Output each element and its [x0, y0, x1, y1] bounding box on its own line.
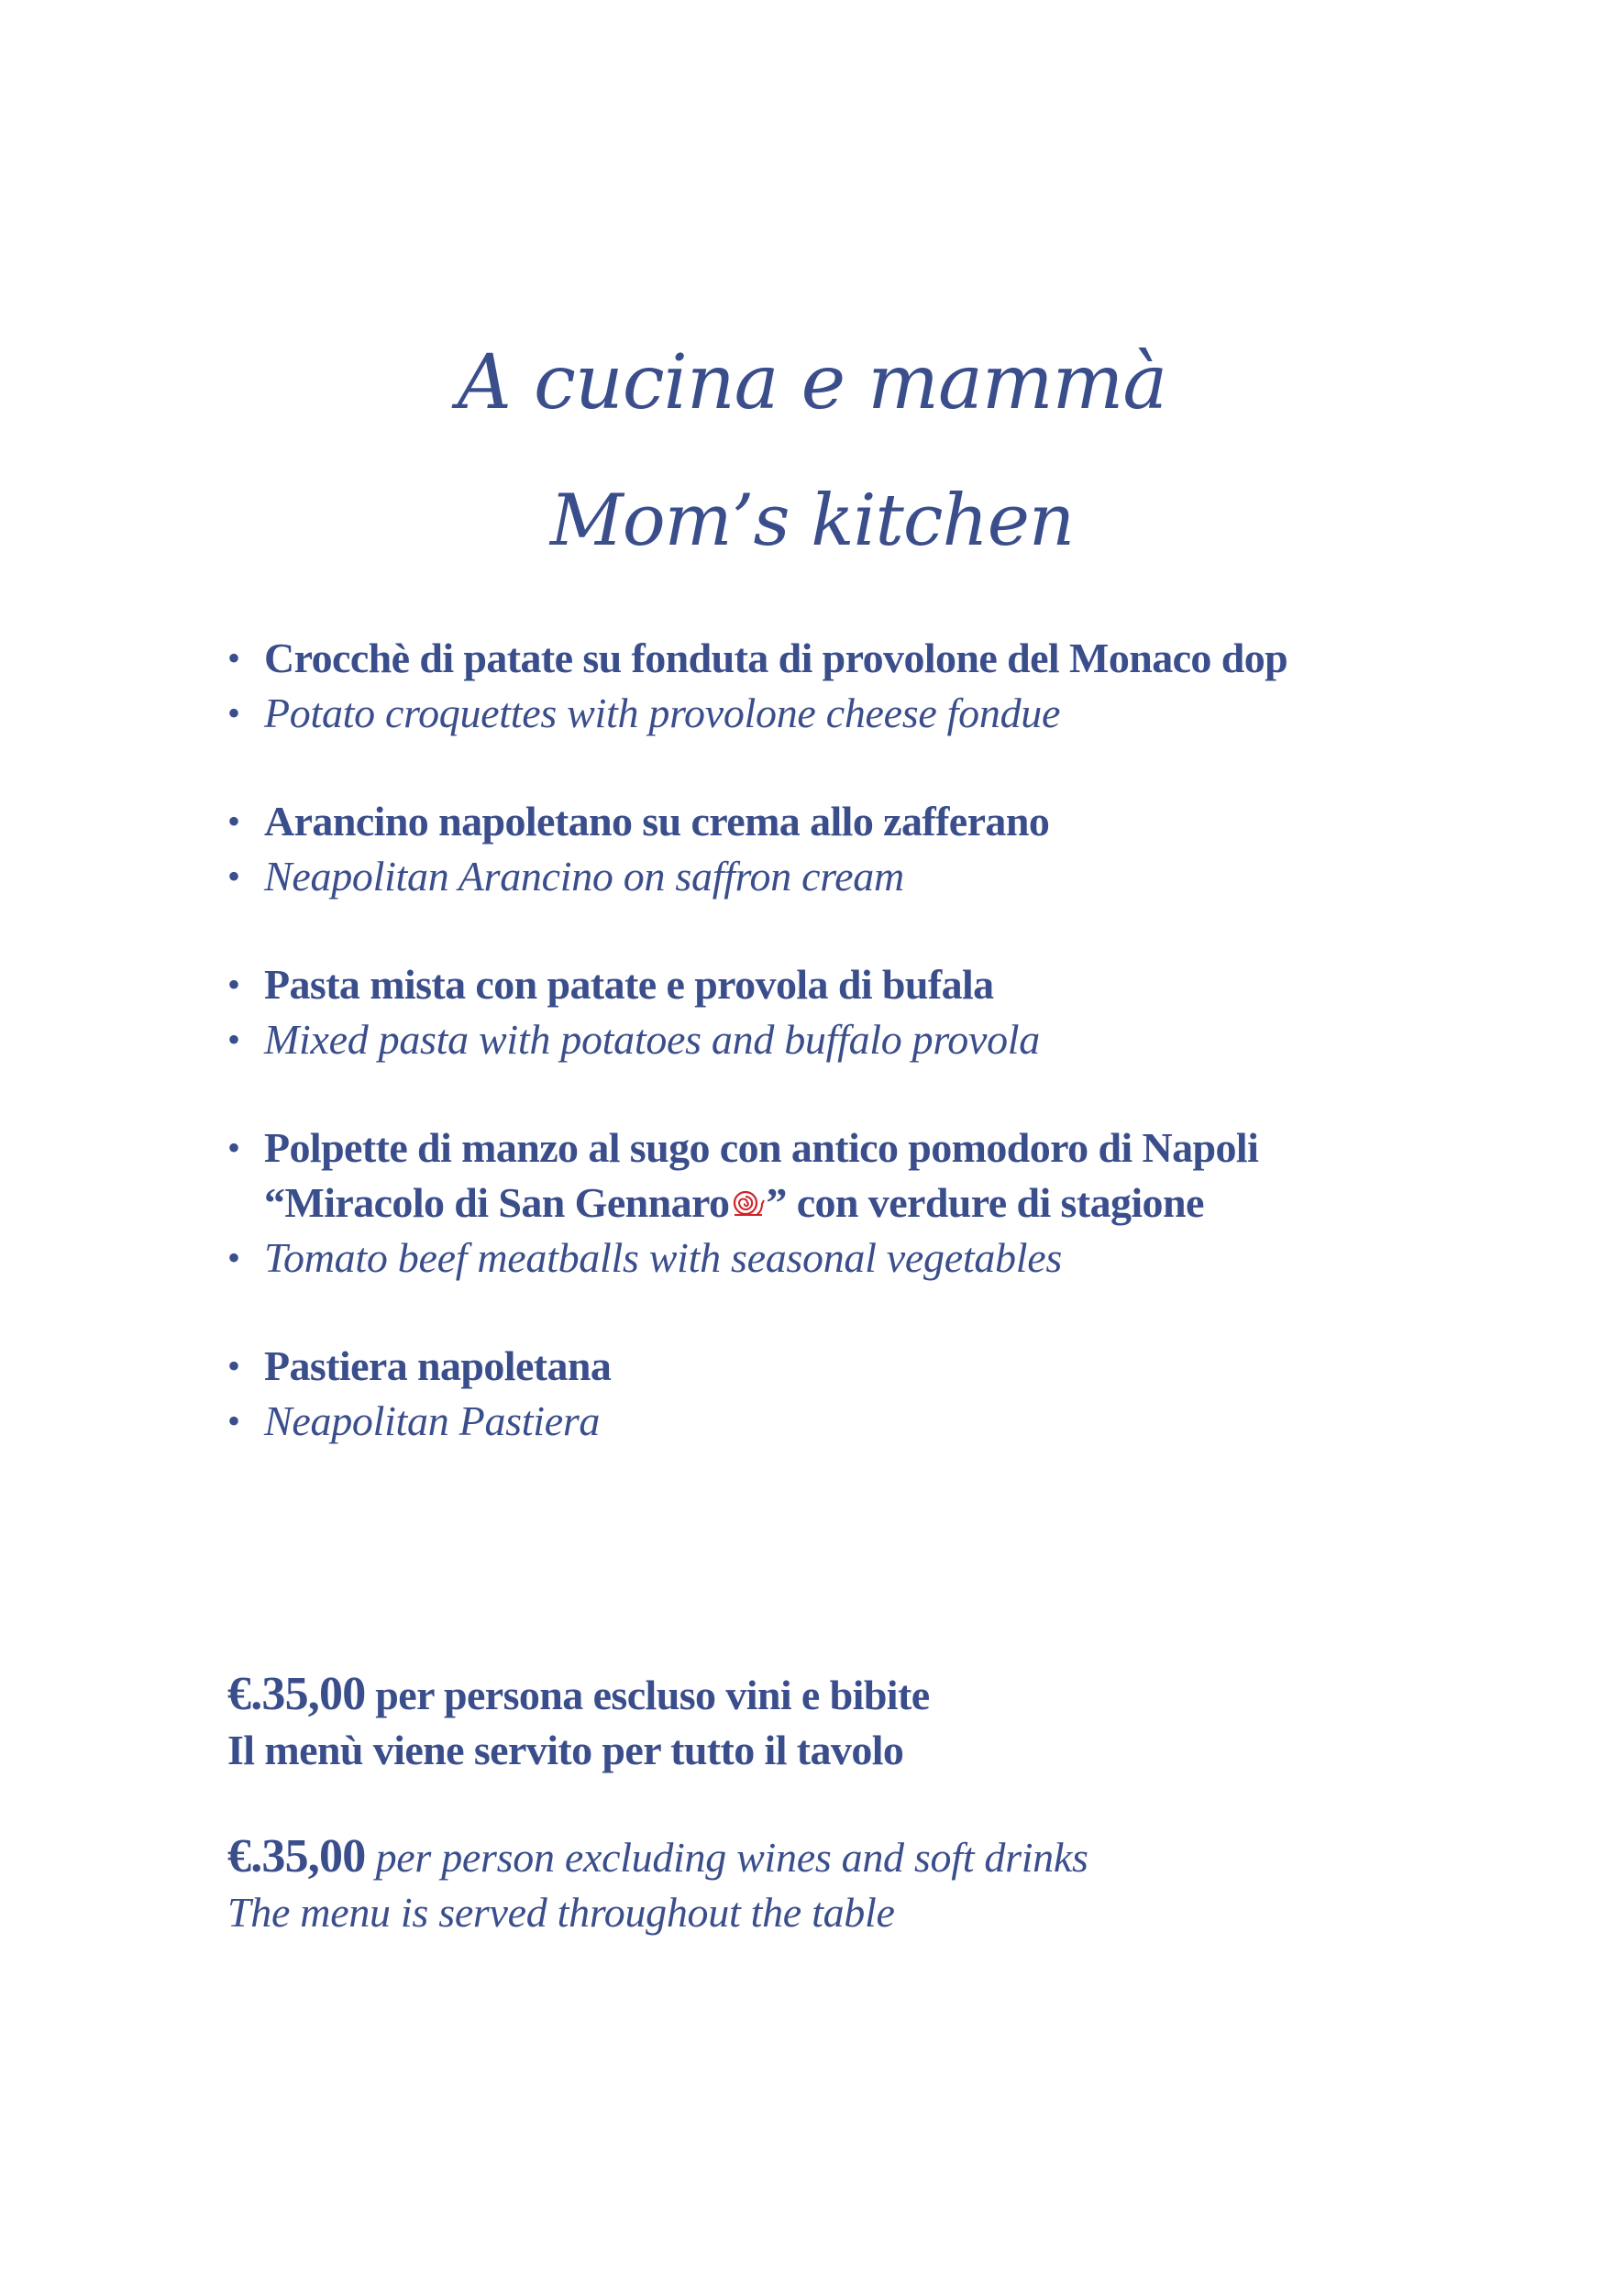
menu-title-english: Mom’s kitchen — [549, 480, 1075, 562]
bullet: • — [227, 1237, 240, 1278]
dish-item — [227, 1339, 1420, 1449]
bullet: • — [227, 800, 240, 842]
price-amount: €.35,00 — [227, 1830, 366, 1882]
bullet: • — [227, 856, 240, 897]
dish-name-english: • Tomato beef meatballs with seasonal vegetables — [227, 1231, 1420, 1286]
dish-item — [227, 1120, 1420, 1286]
dish-name-italian: • Pasta mista con patate e provola di bufala — [227, 957, 1420, 1012]
snail-icon — [729, 1187, 766, 1219]
menu-title-italian: A cucina e mammà — [457, 339, 1167, 426]
bullet: • — [227, 1019, 240, 1060]
dish-list — [227, 631, 1420, 1449]
serving-note-english: The menu is served throughout the table — [227, 1889, 895, 1936]
dish-item — [227, 794, 1420, 904]
dish-item — [227, 631, 1420, 741]
dish-name-english: • Neapolitan Pastiera — [227, 1394, 1420, 1449]
price-note: per persona escluso vini e bibite — [365, 1672, 930, 1718]
price-line-italian — [227, 1667, 1420, 1723]
dish-name-italian-continued: “Miracolo di San Gennaro ” con verdure di stagione — [264, 1179, 1204, 1226]
price-italian — [227, 1667, 1420, 1778]
dish-name-english: • Mixed pasta with potatoes and buffalo provola — [227, 1012, 1420, 1067]
price-line-english — [227, 1829, 1420, 1885]
bullet: • — [227, 964, 240, 1005]
dish-name-italian: • Pastiera napoletana — [227, 1339, 1420, 1394]
serving-note-italian: Il menù viene servito per tutto il tavolo — [227, 1727, 904, 1773]
bullet: • — [227, 1127, 240, 1168]
dish-item — [227, 957, 1420, 1067]
price-english — [227, 1829, 1420, 1940]
price-amount: €.35,00 — [227, 1668, 366, 1720]
price-note: per person excluding wines and soft drinks — [365, 1834, 1088, 1881]
bullet: • — [227, 1400, 240, 1441]
bullet: • — [227, 692, 240, 734]
dish-name-italian: • Polpette di manzo al sugo con antico pomodoro di Napoli — [227, 1120, 1420, 1176]
dish-name-italian: • Arancino napoletano su crema allo zafferano — [227, 794, 1420, 849]
bullet: • — [227, 1345, 240, 1386]
dish-name-english: • Potato croquettes with provolone cheese fondue — [227, 686, 1420, 741]
bullet: • — [227, 637, 240, 679]
dish-name-italian: • Crocchè di patate su fonduta di provolone del Monaco dop — [227, 631, 1420, 686]
dish-name-english: • Neapolitan Arancino on saffron cream — [227, 849, 1420, 904]
